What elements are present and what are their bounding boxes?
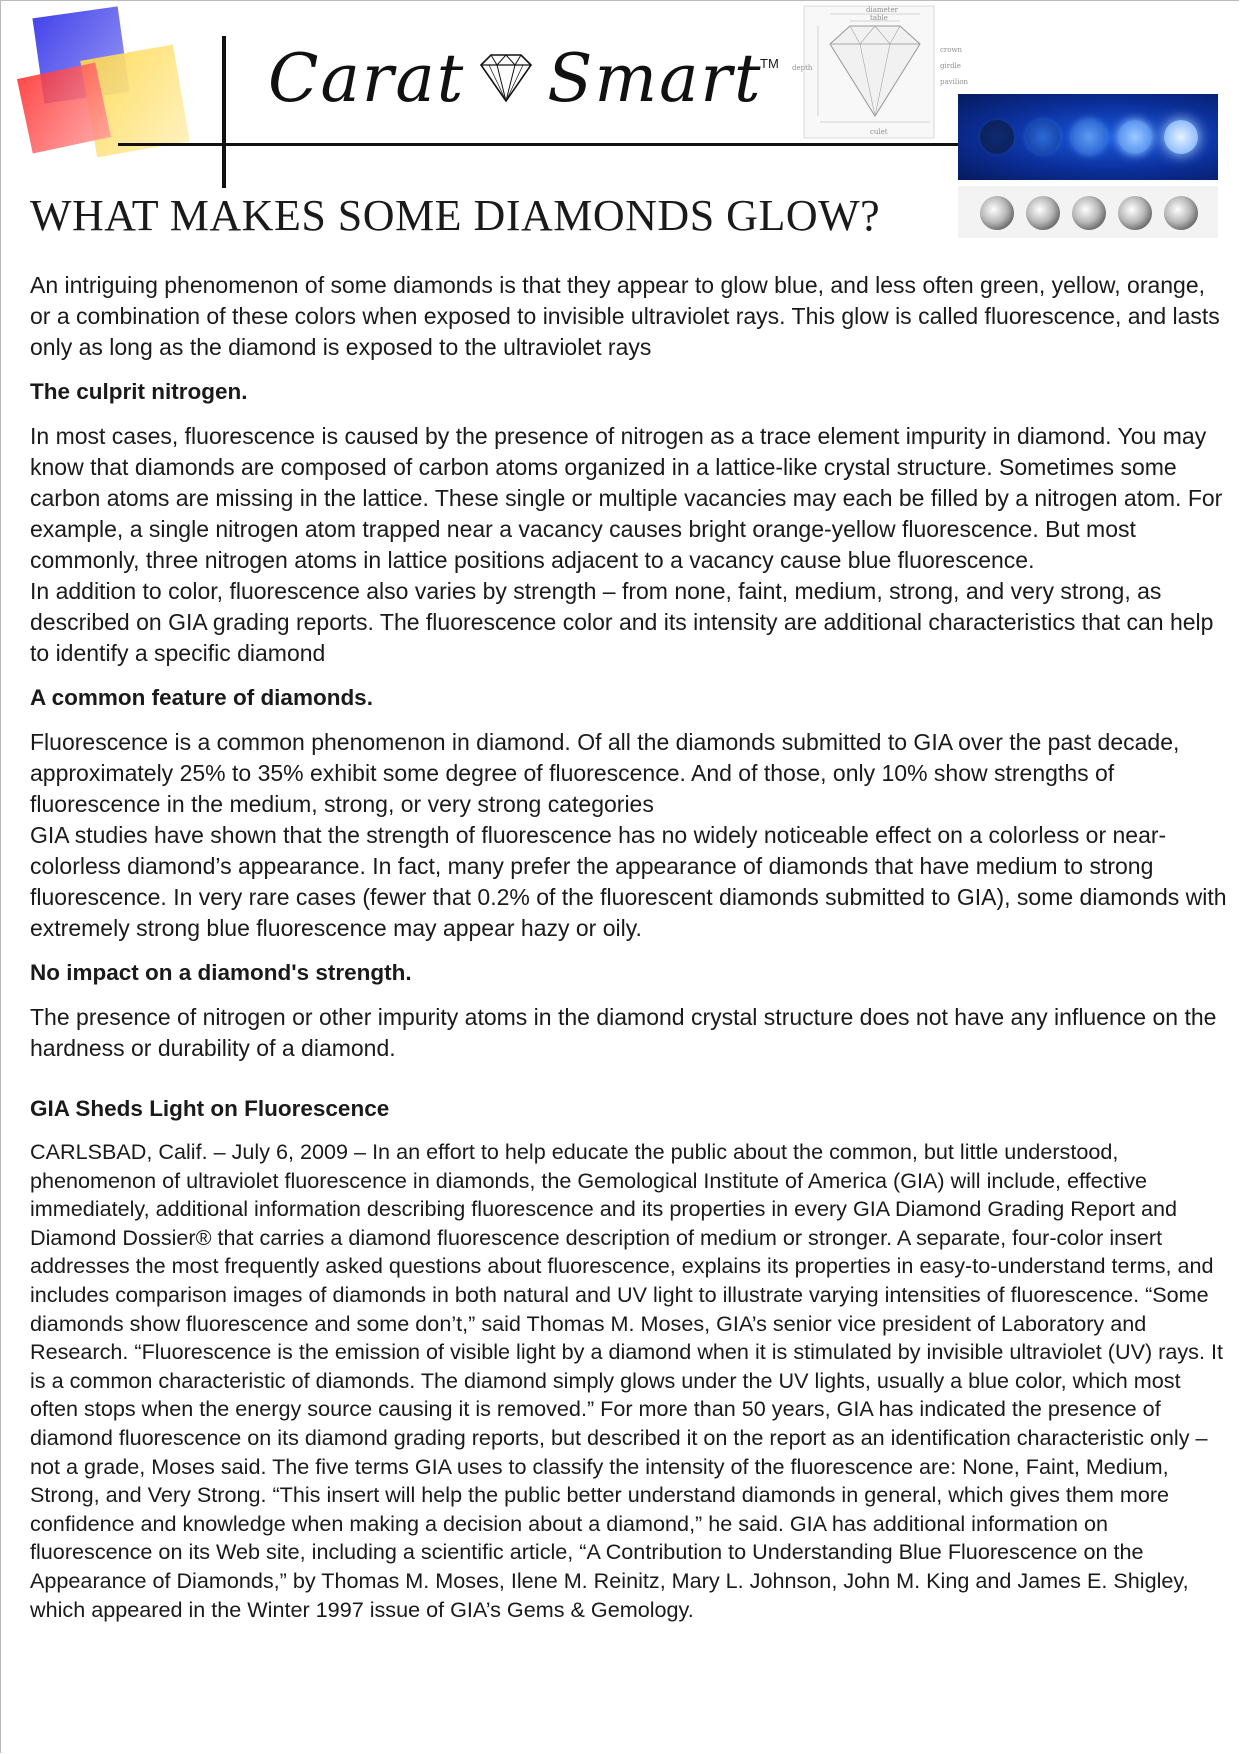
uv-diamond-faint — [1026, 120, 1060, 154]
natural-diamond-2 — [1026, 196, 1060, 230]
no-impact-paragraph: The presence of nitrogen or other impurity atoms in the diamond crystal structure does not have any influence on the hardness or durability of a diamond. — [30, 1004, 1217, 1061]
uv-diamond-none — [980, 120, 1014, 154]
carat-smart-logo — [268, 28, 763, 128]
diagram-label-diameter: diameter — [866, 6, 898, 14]
logo-word-right: Smart — [547, 39, 763, 117]
nitrogen-paragraph-2: In addition to color, fluorescence also varies by strength – from none, faint, medium, strong, and very strong, as described on GIA grading reports. The fluorescence color and its intensity are additional characteristics that can help to identify a specific diamond — [30, 578, 1214, 666]
common-feature-paragraph-2: GIA studies have shown that the strength of fluorescence has no widely noticeable effect on a colorless or near-colorless diamond’s appearance. In fact, many prefer the appearance of diamonds that have medium to strong fluorescence. In very rare cases (fewer that 0.2% of the fluorescent diamonds submitted to GIA), some diamonds with extremely strong blue fluorescence may appear hazy or oily. — [30, 822, 1227, 941]
diagram-label-girdle: girdle — [940, 62, 961, 70]
nitrogen-paragraph-1: In most cases, fluorescence is caused by the presence of nitrogen as a trace element impurity in diamond. You may know that diamonds are composed of carbon atoms organized in a lattice-like crystal structure. Sometimes some carbon atoms are missing in the lattice. These single or multiple vacancies may each be filled by a nitrogen atom. For example, a single nitrogen atom trapped near a vacancy causes bright orange-yellow fluorescence. But most commonly, three nitrogen atoms in lattice positions adjacent to a vacancy cause blue fluorescence. — [30, 423, 1223, 573]
diamond-anatomy-diagram — [790, 4, 980, 142]
article-body — [30, 270, 1230, 1624]
logo-word-left: Carat — [268, 39, 466, 117]
natural-diamond-5 — [1164, 196, 1198, 230]
section-heading-no-impact: No impact on a diamond's strength. — [30, 960, 412, 985]
common-feature-paragraph-1: Fluorescence is a common phenomenon in diamond. Of all the diamonds submitted to GIA over the past decade, approximately 25% to 35% exhibit some degree of fluorescence. And of those, only 10% show strengths of fluorescence in the medium, strong, or very strong categories — [30, 729, 1180, 817]
diamond-icon — [471, 49, 541, 107]
header-vertical-rule — [222, 36, 226, 188]
news-paragraph: CARLSBAD, Calif. – July 6, 2009 – In an effort to help educate the public about the common, but little understood, phenomenon of ultraviolet fluorescence in diamonds, the Gemological Institute of America (GIA) will include, effective immediately, additional information describing fluorescence and its properties in every GIA Diamond Grading Report and Diamond Dossier® that carries a diamond fluorescence description of medium or stronger. A separate, four-color insert addresses the most frequently asked questions about fluorescence, explains its properties in easy-to-understand terms, and includes comparison images of diamonds in both natural and UV light to illustrate varying intensities of fluorescence. “Some diamonds show fluorescence and some don’t,” said Thomas M. Moses, GIA’s senior vice president of Laboratory and Research. “Fluorescence is the emission of visible light by a diamond when it is stimulated by invisible ultraviolet (UV) rays. It is a common characteristic of diamonds. The diamond simply glows under the UV lights, usually a blue color, which most often stops when the energy source causing it is removed.” For more than 50 years, GIA has indicated the presence of diamond fluorescence on its diamond grading reports, but described it on the report as an identification characteristic only – not a grade, Moses said. The five terms GIA uses to classify the intensity of the fluorescence are: None, Faint, Medium, Strong, and Very Strong. “This insert will help the public better understand diamonds in general, which gives them more confidence and knowledge when making a decision about a diamond,” he said. GIA has additional information on fluorescence on its Web site, including a scientific article, “A Contribution to Understanding Blue Fluorescence on the Appearance of Diamonds,” by Thomas M. Moses, Ilene M. Reinitz, Mary L. Johnson, John M. King and James E. Shigley, which appeared in the Winter 1997 issue of GIA’s Gems & Gemology. — [30, 1139, 1223, 1622]
page-title: WHAT MAKES SOME DIAMONDS GLOW? — [30, 191, 881, 240]
section-heading-common-feature: A common feature of diamonds. — [30, 685, 373, 710]
natural-diamond-4 — [1118, 196, 1152, 230]
trademark-symbol: TM — [760, 56, 779, 71]
decorative-red-square — [17, 63, 111, 154]
natural-light-diamonds-photo — [958, 186, 1218, 238]
natural-diamond-1 — [980, 196, 1014, 230]
diagram-label-crown: crown — [940, 46, 962, 54]
uv-diamond-strong — [1118, 120, 1152, 154]
natural-diamond-3 — [1072, 196, 1106, 230]
diagram-label-culet: culet — [870, 128, 888, 136]
header-horizontal-rule — [118, 143, 958, 146]
diagram-label-depth: depth — [792, 64, 813, 72]
uv-diamond-very-strong — [1164, 120, 1198, 154]
intro-paragraph: An intriguing phenomenon of some diamonds is that they appear to glow blue, and less often green, yellow, orange, or a combination of these colors when exposed to invisible ultraviolet rays. This glow is called fluorescence, and lasts only as long as the diamond is exposed to the ultraviolet rays — [30, 272, 1220, 360]
uv-diamonds-photo — [958, 94, 1218, 180]
diagram-label-pavilion: pavilion — [940, 78, 969, 86]
section-heading-nitrogen: The culprit nitrogen. — [30, 379, 248, 404]
diagram-label-table: table — [870, 14, 888, 22]
news-heading: GIA Sheds Light on Fluorescence — [30, 1096, 390, 1121]
uv-diamond-medium — [1072, 120, 1106, 154]
